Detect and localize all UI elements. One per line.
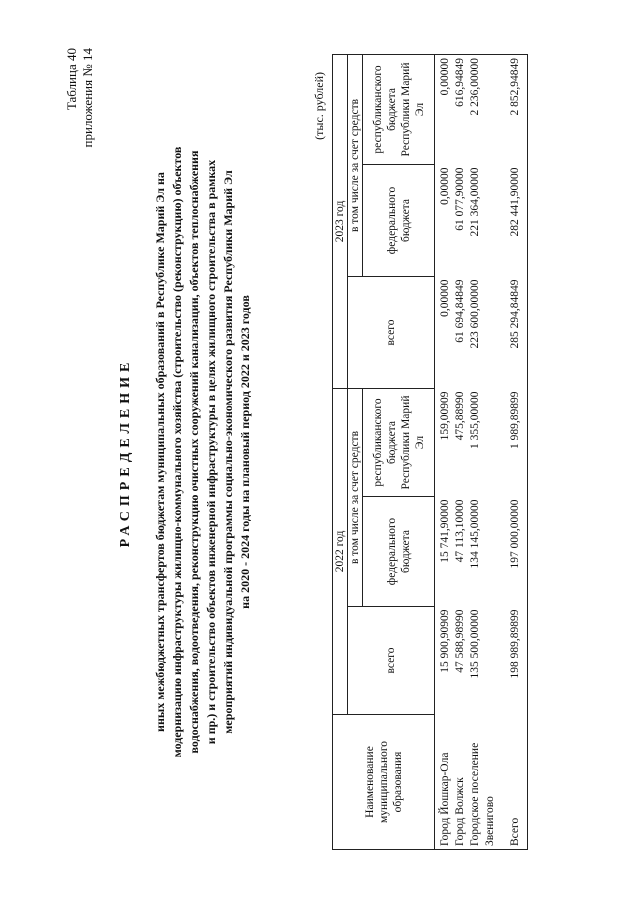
header-republic-2022: республиканского бюджета Республики Марий Эл (363, 388, 435, 496)
municipality-name: Город Йошкар-Ола (435, 715, 454, 850)
value-cell: 134 145,00000 (469, 499, 481, 569)
municipality-name: Город Волжск (453, 715, 468, 850)
total-value: 282 441,90000 (508, 164, 528, 276)
distribution-table (332, 54, 528, 850)
value-cell: 159,00909 (439, 391, 451, 441)
header-year-2023: 2023 год (333, 54, 348, 388)
value-cell: 616,94849 (453, 54, 468, 164)
title-line: на 2020 - 2024 годы на плановый период 2022 и 2023 годов (238, 295, 252, 609)
title-line: мероприятий индивидуальной программы социально-экономического развития Республики Марий Эл (221, 170, 235, 734)
spacer-row (498, 54, 508, 849)
value-cell: 475,88990 (454, 391, 466, 441)
value-cell: 0,00000 (435, 54, 454, 164)
table-number: Таблица 40 (64, 48, 79, 111)
title-line: модернизацию инфраструктуры жилищно-коммунального хозяйства (строительство (реконструкцию) объектов (170, 146, 184, 758)
header-federal-2023: федерального бюджета (363, 164, 435, 276)
header-including-2022: в том числе за счет средств (348, 388, 363, 606)
header-municipality: Наименование муниципального образования (333, 715, 435, 850)
table-row (468, 54, 498, 849)
value-cell: 0,00000 (439, 167, 451, 205)
value-cell: 61 077,90000 (454, 167, 466, 231)
value-cell: 223 600,00000 (469, 279, 481, 349)
header-republic-2023: республиканского бюджета Республики Марий Эл (363, 54, 435, 164)
total-value: 198 989,89899 (508, 607, 528, 715)
table-row (435, 54, 454, 849)
value-cell: 15 900,90909 (439, 609, 451, 673)
total-value: 2 852,94849 (508, 54, 528, 164)
units-label: (тыс. рублей) (312, 72, 326, 140)
header-year-2022: 2022 год (333, 388, 348, 714)
document-title (152, 57, 254, 847)
value-cell: 2 236,00000 (468, 54, 498, 164)
value-cell: 61 694,84849 (454, 279, 466, 343)
title-line: иных межбюджетных трансфертов бюджетам муниципальных образований в Республике Марий Эл на (153, 172, 167, 732)
value-cell: 0,00000 (439, 279, 451, 317)
total-value: 197 000,00000 (508, 497, 528, 607)
total-value: 1 989,89899 (508, 388, 528, 496)
appendix-reference: приложения № 14 (80, 48, 95, 148)
value-cell: 47 113,10000 (454, 499, 466, 563)
value-cell: 15 741,90000 (439, 499, 451, 563)
header-total-2023: всего (348, 276, 435, 388)
value-cell: 1 355,00000 (469, 391, 481, 449)
header-total-2022: всего (348, 607, 435, 715)
value-cell: 135 500,00000 (469, 609, 481, 679)
header-including-2023: в том числе за счет средств (348, 54, 363, 276)
value-cell: 47 588,98990 (454, 609, 466, 673)
title-line: водоснабжения, водоотведения, реконструкцию очистных сооружений канализации, объектов теплоснабжения (187, 150, 201, 754)
value-cell: 221 364,00000 (469, 167, 481, 237)
title-line: и пр.) и строительство объектов инженерной инфраструктуры в целях жилищного строительства в рамках (204, 159, 218, 745)
municipality-name: Городское поселение Звенигово (468, 715, 498, 850)
total-value: 285 294,84849 (508, 276, 528, 388)
total-label: Всего (508, 715, 528, 850)
total-row (508, 54, 528, 849)
document-heading: РАСПРЕДЕЛЕНИЕ (118, 357, 133, 548)
header-federal-2022: федерального бюджета (363, 497, 435, 607)
table-row (453, 54, 468, 849)
